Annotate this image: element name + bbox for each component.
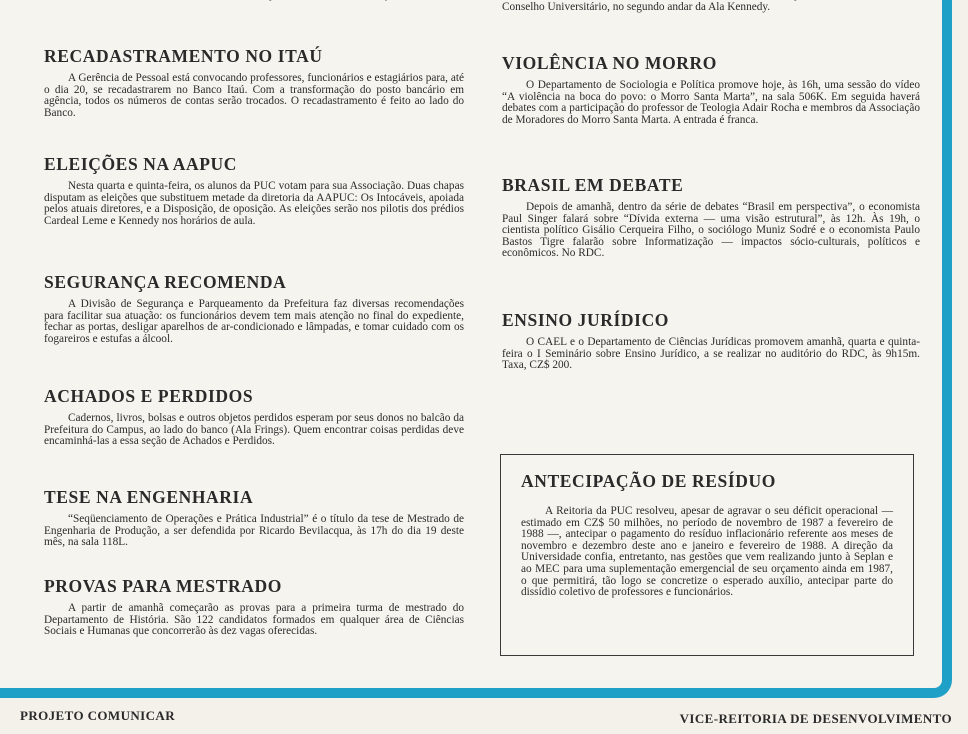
- article-eleicoes: [44, 154, 464, 227]
- article-body: Cadernos, livros, bolsas e outros objetos perdidos esperam por seus donos no balcão da Prefeitura do Campus, ao lado do banco (Ala Frings). Quem encontrar coisas perdidas deve encaminhá-las a essa seção de Achados e Perdidos.: [44, 412, 464, 448]
- article-title: ANTECIPAÇÃO DE RESÍDUO: [521, 471, 776, 491]
- article-body: Depois de amanhã, dentro da série de debates “Brasil em perspectiva”, o economista Paul Singer falará sobre “Dívida externa — uma visão estrutural”, às 12h. Às 19h, o cientista político Gisálio Cerqueira Filho, o sociólogo Muniz Sodré e o economista Paulo Bastos Tigre falarão sobre Informatização — impactos sócio-culturais, políticos e econômicos. No RDC.: [502, 201, 920, 260]
- article-violencia: [502, 53, 920, 126]
- article-title: ACHADOS E PERDIDOS: [44, 386, 254, 406]
- article-recadastramento: [44, 46, 464, 119]
- article-title: RECADASTRAMENTO NO ITAÚ: [44, 46, 323, 66]
- article-provas: [44, 576, 464, 638]
- article-title: ELEIÇÕES NA AAPUC: [44, 154, 238, 174]
- article-title: PROVAS PARA MESTRADO: [44, 576, 282, 596]
- article-title: BRASIL EM DEBATE: [502, 175, 684, 195]
- continued-text-fragment: [44, 0, 464, 2]
- article-seguranca: [44, 272, 464, 345]
- article-title: TESE NA ENGENHARIA: [44, 487, 254, 507]
- article-body: Nesta quarta e quinta-feira, os alunos da PUC votam para sua Associação. Duas chapas disputam as eleições que substituem metade da diretoria da AAPUC: Os Intocáveis, apoiada pelos atuais diretores, e a Disposição, de oposição. As eleições serão nos pilotis dos prédios Cardeal Leme e Kennedy nos horários de aula.: [44, 180, 464, 227]
- article-title: SEGURANÇA RECOMENDA: [44, 272, 287, 292]
- footer-right-label: VICE-REITORIA DE DESENVOLVIMENTO: [679, 711, 952, 726]
- article-body: O Departamento de Sociologia e Política promove hoje, às 16h, uma sessão do vídeo “A violência na boca do povo: o Morro Santa Marta”, na sala 506K. Em seguida haverá debates com a participação do professor de Teologia Adair Rocha e membros da Associação de Moradores do Morro Santa Marta. A entrada é franca.: [502, 79, 920, 126]
- article-title: ENSINO JURÍDICO: [502, 310, 670, 330]
- article-title: VIOLÊNCIA NO MORRO: [502, 53, 717, 73]
- boxed-article-antecipacao: [500, 454, 914, 656]
- article-body: “Seqüenciamento de Operações e Prática Industrial” é o título da tese de Mestrado de Engenharia de Produção, a ser defendida por Ricardo Bevilacqua, às 17h do dia 19 deste mês, na sala 118L.: [44, 513, 464, 549]
- article-body: O CAEL e o Departamento de Ciências Jurídicas promovem amanhã, quarta e quinta-feira o I Seminário sobre Ensino Jurídico, a se realizar no auditório do RDC, às 9h15m. Taxa, CZ$ 200.: [502, 336, 920, 372]
- footer-left-label: PROJETO COMUNICAR: [20, 708, 175, 723]
- continued-text-fragment: Conselho Universitário, no segundo andar da Ala Kennedy.: [502, 0, 771, 13]
- article-ensino-juridico: [502, 310, 920, 372]
- article-body: A partir de amanhã começarão as provas para a primeira turma de mestrado do Departamento de História. São 122 candidatos formados em qualquer área de Ciências Sociais e Humanas que concorrerão às dez vagas oferecidas.: [44, 602, 464, 638]
- article-body: A Reitoria da PUC resolveu, apesar de agravar o seu déficit operacional — estimado em CZ$ 50 milhões, no período de novembro de 1987 a fevereiro de 1988 —, antecipar o pagamento do resíduo inflacionário referente aos meses de novembro e dezembro deste ano e janeiro e fevereiro de 1988. A direção da Universidade confia, entretanto, nas gestões que vem realizando junto à Seplan e ao MEC para uma suplementação emergencial de seu orçamento ainda em 1987, o que permitirá, tão logo se concretize o esperado auxílio, antecipar parte do dissídio coletivo de professores e funcionários.: [521, 505, 893, 599]
- article-body: A Gerência de Pessoal está convocando professores, funcionários e estagiários para, até o dia 20, se recadastrarem no Banco Itaú. Com a transformação do posto bancário em agência, todos os números de contas serão trocados. O recadastramento é feito ao lado do Banco.: [44, 72, 464, 119]
- article-body: A Divisão de Segurança e Parqueamento da Prefeitura faz diversas recomendações para facilitar sua atuação: os funcionários devem tem mais atenção no final do expediente, fechar as portas, desligar aparelhos de ar-condicionado e lâmpadas, e tomar cuidado com os fogareiros e estufas a álcool.: [44, 298, 464, 345]
- article-achados: [44, 386, 464, 448]
- article-tese: [44, 487, 464, 549]
- article-brasil-debate: [502, 175, 920, 260]
